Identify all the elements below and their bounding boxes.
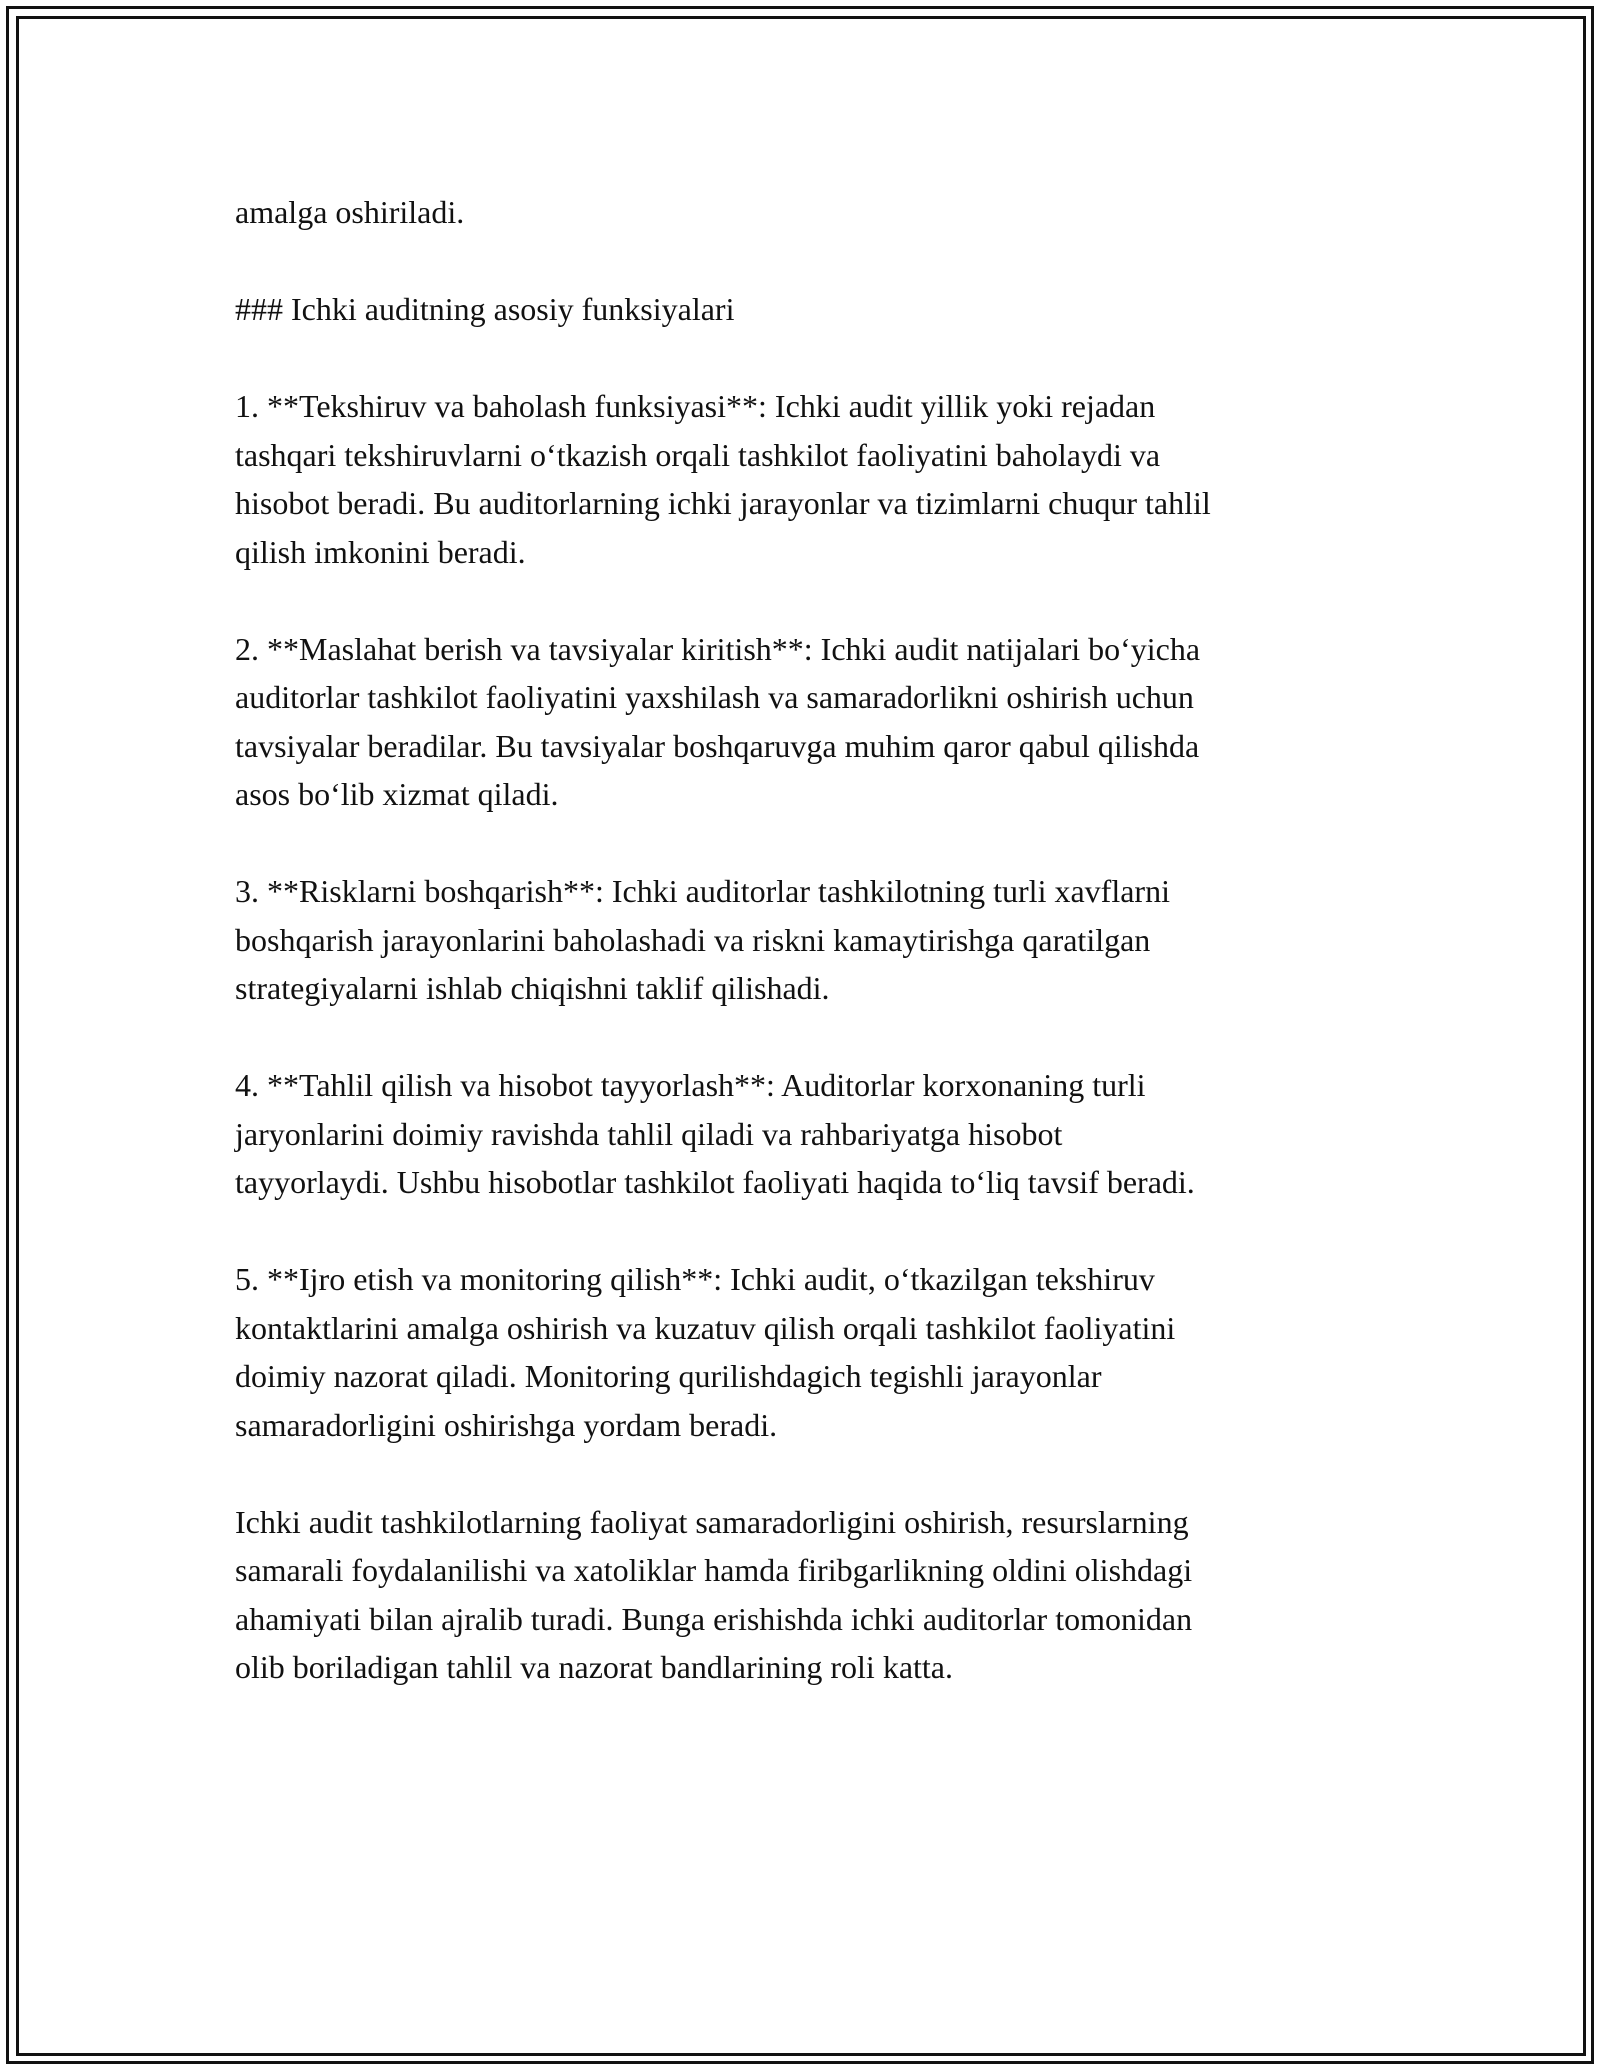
list-item-4: 4. **Tahlil qilish va hisobot tayyorlash**: Auditorlar korxonaning turli jaryonlarini doimiy ravishda tahlil qiladi va rahbariyatga hisobot tayyorlaydi. Ushbu hisobotlar tashkilot faoliyati haqida to‘liq tavsif beradi. — [235, 1067, 1195, 1200]
list-item-1: 1. **Tekshiruv va baholash funksiyasi**: Ichki audit yillik yoki rejadan tashqari tekshiruvlarni o‘tkazish orqali tashkilot faoliyatini baholaydi va hisobot beradi. Bu auditorlarning ichki jarayonlar va tizimlarni chuqur tahlil qilish imkonini beradi. — [235, 388, 1211, 570]
conclusion-paragraph: Ichki audit tashkilotlarning faoliyat samaradorligini oshirish, resurslarning samarali foydalanilishi va xatoliklar hamda firibgarlikning oldini olishdagi ahamiyati bilan ajralib turadi. Bunga erishishda ichki auditorlar tomonidan olib boriladigan tahlil va nazorat bandlarining roli katta. — [235, 1503, 1193, 1685]
section-heading: ### Ichki auditning asosiy funksiyalari — [235, 291, 735, 327]
list-item-3: 3. **Risklarni boshqarish**: Ichki auditorlar tashkilotning turli xavflarni boshqarish jarayonlarini baholashadi va riskni kamaytirishga qaratilgan strategiyalarni ishlab chiqishni taklif qilishadi. — [235, 873, 1170, 1006]
document-body — [235, 188, 1385, 1692]
list-item-5: 5. **Ijro etish va monitoring qilish**: Ichki audit, o‘tkazilgan tekshiruv kontaktlarini amalga oshirish va kuzatuv qilish orqali tashkilot faoliyatini doimiy nazorat qiladi. Monitoring qurilishdagich tegishli jarayonlar samaradorligini oshirishga yordam beradi. — [235, 1261, 1176, 1443]
continuation-text: amalga oshiriladi. — [235, 194, 465, 230]
list-item-2: 2. **Maslahat berish va tavsiyalar kiritish**: Ichki audit natijalari bo‘yicha auditorlar tashkilot faoliyatini yaxshilash va samaradorlikni oshirish uchun tavsiyalar beradilar. Bu tavsiyalar boshqaruvga muhim qaror qabul qilishda asos bo‘lib xizmat qiladi. — [235, 630, 1201, 812]
